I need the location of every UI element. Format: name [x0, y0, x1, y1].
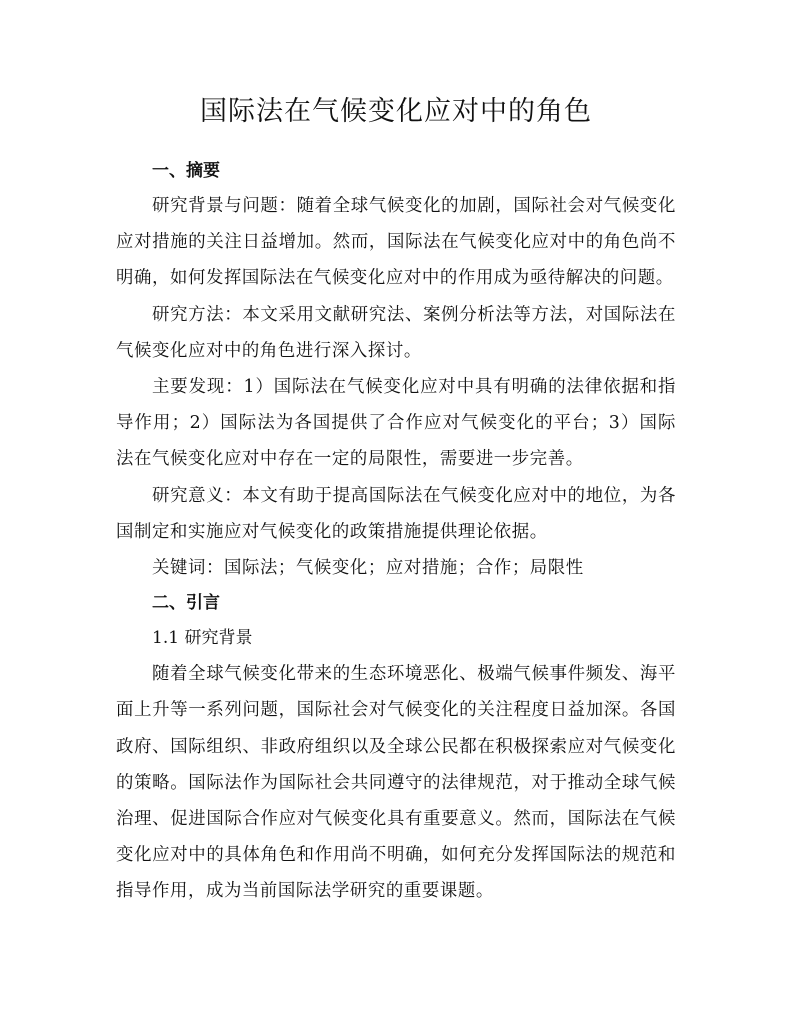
section-heading-introduction: 二、引言: [152, 593, 220, 614]
abstract-keywords: 关键词：国际法；气候变化；应对措施；合作；局限性: [152, 558, 584, 579]
introduction-paragraph: 随着全球气候变化带来的生态环境恶化、极端气候事件频发、海平面上升等一系列问题，国际社会对气候变化的关注程度日益加深。各国政府、国际组织、非政府组织以及全球公民都在积极探索应对气候变化的策略。国际法作为国际社会共同遵守的法律规范，对于推动全球气候治理、促进国际合作应对气候变化具有重要意义。然而，国际法在气候变化应对中的具体角色和作用尚不明确，如何充分发挥国际法的规范和指导作用，成为当前国际法学研究的重要课题。: [116, 664, 676, 902]
abstract-significance-paragraph: 研究意义：本文有助于提高国际法在气候变化应对中的地位，为各国制定和实施应对气候变化的政策措施提供理论依据。: [116, 485, 676, 542]
abstract-method-paragraph: 研究方法：本文采用文献研究法、案例分析法等方法，对国际法在气候变化应对中的角色进行深入探讨。: [116, 304, 676, 361]
document-title: 国际法在气候变化应对中的角色: [200, 96, 592, 127]
subsection-heading-background: 1.1 研究背景: [152, 628, 253, 649]
section-heading-abstract: 一、摘要: [152, 161, 220, 181]
abstract-findings-paragraph: 主要发现：1）国际法在气候变化应对中具有明确的法律依据和指导作用；2）国际法为各国提供了合作应对气候变化的平台；3）国际法在气候变化应对中存在一定的局限性，需要进一步完善。: [116, 377, 676, 470]
abstract-background-paragraph: 研究背景与问题：随着全球气候变化的加剧，国际社会对气候变化应对措施的关注日益增加。然而，国际法在气候变化应对中的角色尚不明确，如何发挥国际法在气候变化应对中的作用成为亟待解决的问题。: [116, 196, 676, 289]
document-page: [116, 92, 676, 910]
